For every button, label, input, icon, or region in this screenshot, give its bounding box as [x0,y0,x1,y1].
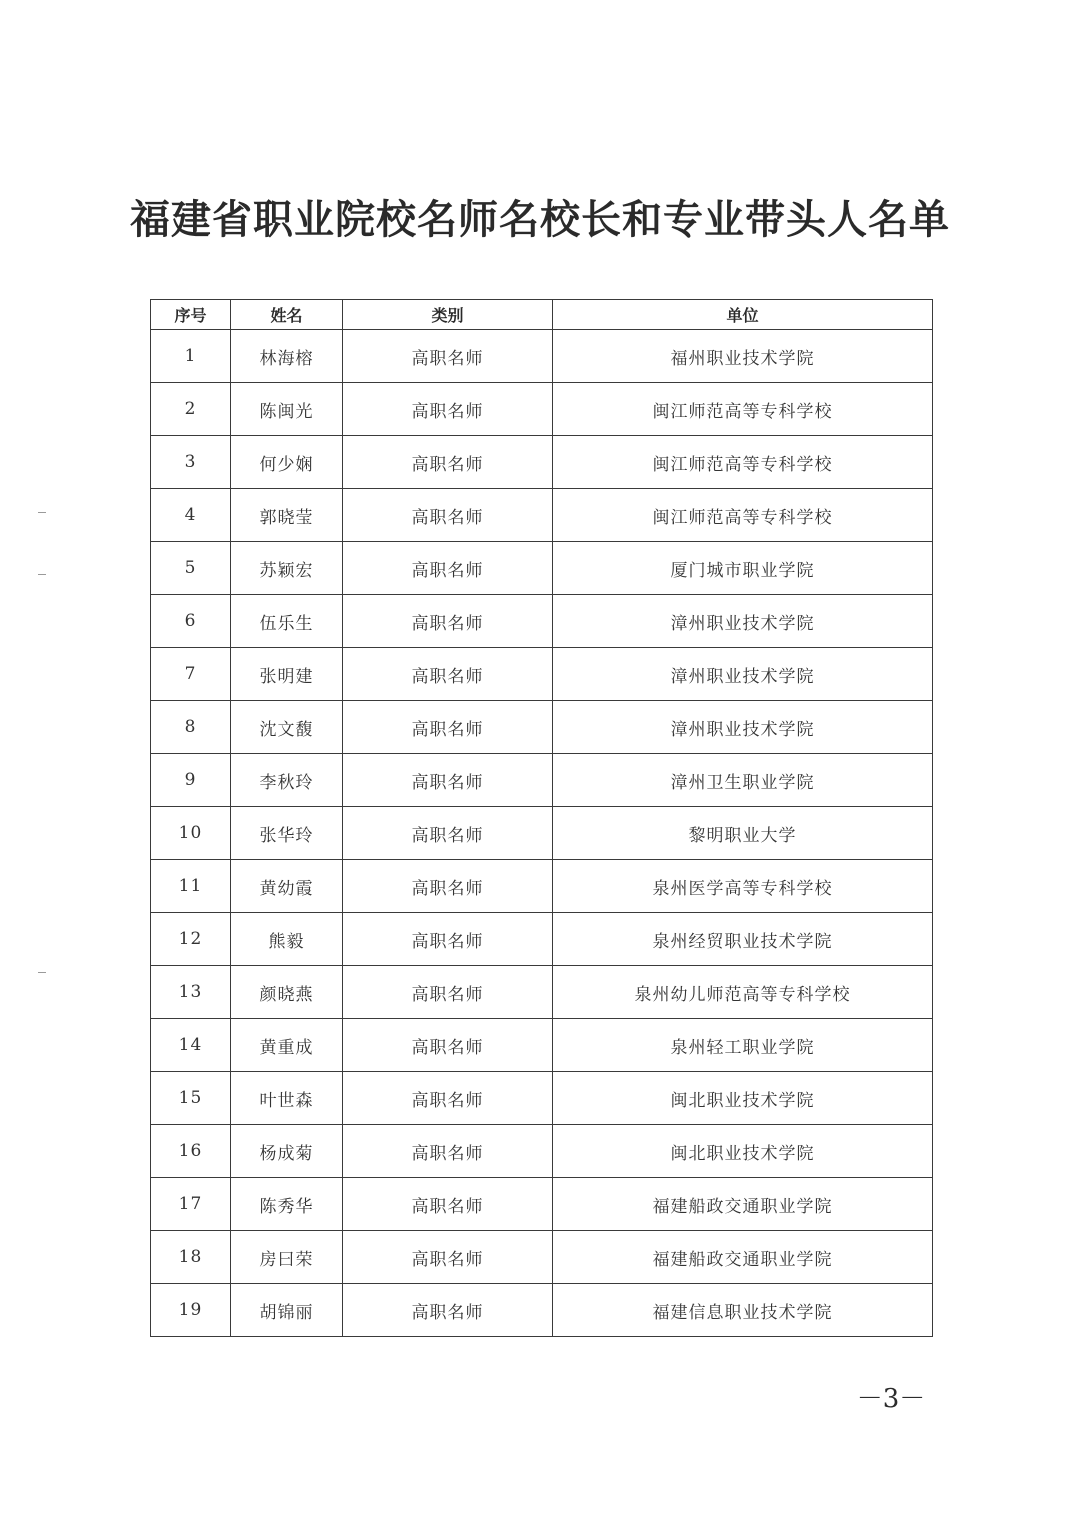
table-row [151,595,933,648]
table-row [151,860,933,913]
cell-name: 何少娴 [231,436,343,489]
cell-no: 13 [151,966,231,1019]
cell-no: 7 [151,648,231,701]
cell-no: 16 [151,1125,231,1178]
cell-no: 19 [151,1284,231,1337]
cell-unit: 漳州卫生职业学院 [553,754,933,807]
header-category: 类别 [343,300,553,330]
cell-unit: 泉州医学高等专科学校 [553,860,933,913]
header-no: 序号 [151,300,231,330]
scan-margin-mark [38,574,46,575]
cell-unit: 漳州职业技术学院 [553,648,933,701]
cell-unit: 福州职业技术学院 [553,330,933,383]
cell-category: 高职名师 [343,807,553,860]
cell-name: 沈文馥 [231,701,343,754]
cell-name: 黄重成 [231,1019,343,1072]
cell-category: 高职名师 [343,1125,553,1178]
cell-unit: 黎明职业大学 [553,807,933,860]
cell-unit: 闽北职业技术学院 [553,1125,933,1178]
cell-no: 9 [151,754,231,807]
cell-name: 颜晓燕 [231,966,343,1019]
cell-unit: 泉州幼儿师范高等专科学校 [553,966,933,1019]
cell-name: 陈闽光 [231,383,343,436]
cell-category: 高职名师 [343,489,553,542]
cell-unit: 闽江师范高等专科学校 [553,383,933,436]
cell-no: 5 [151,542,231,595]
cell-name: 郭晓莹 [231,489,343,542]
cell-no: 17 [151,1178,231,1231]
cell-name: 林海榕 [231,330,343,383]
cell-unit: 厦门城市职业学院 [553,542,933,595]
cell-name: 胡锦丽 [231,1284,343,1337]
cell-category: 高职名师 [343,860,553,913]
cell-category: 高职名师 [343,913,553,966]
table-row [151,966,933,1019]
cell-unit: 福建船政交通职业学院 [553,1231,933,1284]
roster-table [150,299,933,1337]
cell-unit: 福建船政交通职业学院 [553,1178,933,1231]
cell-category: 高职名师 [343,330,553,383]
cell-name: 张华玲 [231,807,343,860]
cell-category: 高职名师 [343,1231,553,1284]
table-row [151,1125,933,1178]
cell-category: 高职名师 [343,436,553,489]
cell-category: 高职名师 [343,1072,553,1125]
table-row [151,383,933,436]
cell-name: 苏颖宏 [231,542,343,595]
cell-no: 4 [151,489,231,542]
cell-name: 伍乐生 [231,595,343,648]
cell-category: 高职名师 [343,1019,553,1072]
table-row [151,1231,933,1284]
header-unit: 单位 [553,300,933,330]
table-row [151,436,933,489]
table-row [151,913,933,966]
table-row [151,754,933,807]
scan-margin-mark [38,972,46,973]
cell-no: 6 [151,595,231,648]
cell-unit: 漳州职业技术学院 [553,701,933,754]
cell-category: 高职名师 [343,648,553,701]
cell-name: 叶世森 [231,1072,343,1125]
table-row [151,330,933,383]
table-row [151,1284,933,1337]
cell-category: 高职名师 [343,754,553,807]
cell-name: 杨成菊 [231,1125,343,1178]
cell-no: 18 [151,1231,231,1284]
cell-no: 8 [151,701,231,754]
cell-no: 12 [151,913,231,966]
cell-category: 高职名师 [343,595,553,648]
cell-unit: 闽北职业技术学院 [553,1072,933,1125]
cell-no: 1 [151,330,231,383]
cell-unit: 闽江师范高等专科学校 [553,436,933,489]
cell-no: 10 [151,807,231,860]
table-row [151,648,933,701]
cell-unit: 福建信息职业技术学院 [553,1284,933,1337]
page-title: 福建省职业院校名师名校长和专业带头人名单 [130,196,950,243]
cell-name: 黄幼霞 [231,860,343,913]
cell-unit: 闽江师范高等专科学校 [553,489,933,542]
header-name: 姓名 [231,300,343,330]
table-header [151,300,933,330]
cell-category: 高职名师 [343,1178,553,1231]
scan-margin-mark [38,512,46,513]
table-row [151,489,933,542]
cell-no: 15 [151,1072,231,1125]
table-row [151,1178,933,1231]
table-row [151,701,933,754]
cell-category: 高职名师 [343,701,553,754]
cell-unit: 漳州职业技术学院 [553,595,933,648]
cell-category: 高职名师 [343,1284,553,1337]
header-row [151,300,933,330]
cell-no: 3 [151,436,231,489]
cell-name: 张明建 [231,648,343,701]
cell-no: 14 [151,1019,231,1072]
cell-name: 房曰荣 [231,1231,343,1284]
cell-name: 李秋玲 [231,754,343,807]
cell-name: 熊毅 [231,913,343,966]
cell-name: 陈秀华 [231,1178,343,1231]
cell-no: 11 [151,860,231,913]
cell-unit: 泉州轻工职业学院 [553,1019,933,1072]
cell-no: 2 [151,383,231,436]
cell-category: 高职名师 [343,966,553,1019]
table-row [151,542,933,595]
cell-category: 高职名师 [343,542,553,595]
page-number: －3－ [856,1384,926,1414]
table-body [151,330,933,1337]
table-row [151,1072,933,1125]
table-row [151,807,933,860]
cell-unit: 泉州经贸职业技术学院 [553,913,933,966]
table-row [151,1019,933,1072]
cell-category: 高职名师 [343,383,553,436]
